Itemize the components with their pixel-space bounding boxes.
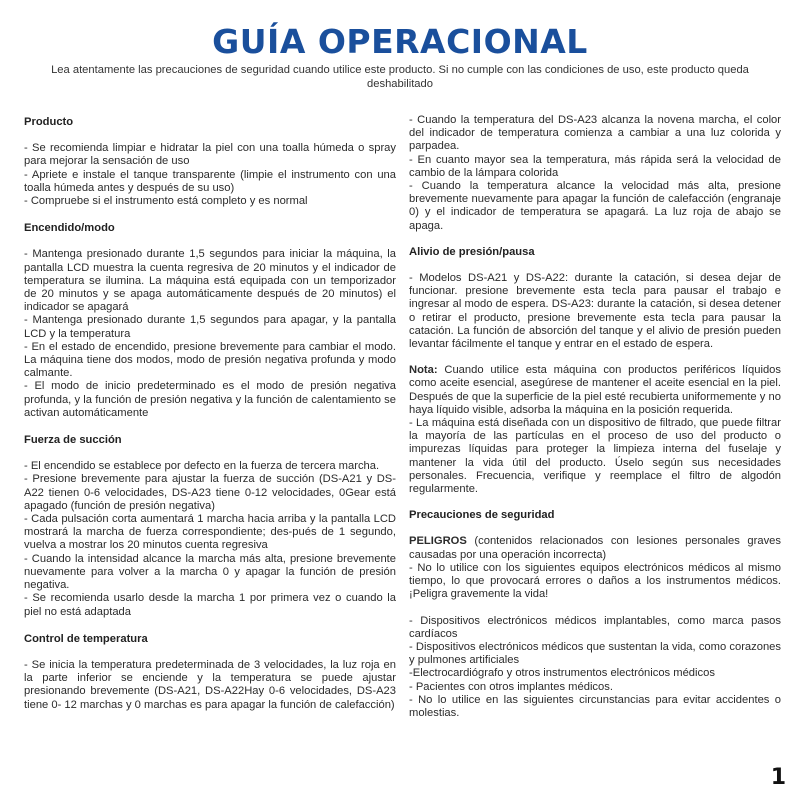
note-text: Cuando utilice esta máquina con productos periféricos líquidos como aceite esencial, asegúrese de mantener el aceite esencial en la piel. Después de que la superficie de la piel esté recubierta uniformemente y no haya líquido visible, adsorba la máquina en la posición requerida. - La máquina está diseñada con un dispositivo de filtrado, que puede filtrar la mayoría de las partículas en el proceso de uso del producto o impurezas líquidas para proteger la limpieza interna del fuselaje y mantener la vida útil del producto. Úselo según sus necesidades personales. Frecuencia, verifique y reemplace el filtro de algodón regularmente. xyxy=(409,364,781,496)
page-title: GUÍA OPERACIONAL xyxy=(212,22,588,61)
section-text-alivio: - Modelos DS-A21 y DS-A22: durante la catación, si desea dejar de funcionar. presione brevemente esta tecla para pausar el trabajo e ingresar al modo de espera. DS-A23: durante la catación, si desea detener o retirar el producto, presione brevemente esta tecla para pausar la catación. La función de absorción del tanque y el alivio de presión pueden levantar fácilmente el tanque y entrar en el estado de espera. xyxy=(409,272,781,351)
note-block xyxy=(409,364,781,496)
page-subtitle: Lea atentamente las precauciones de seguridad cuando utilice este producto. Si no cumple con las condiciones de uso, este producto queda deshabilitado xyxy=(51,64,749,90)
danger-label: PELIGROS xyxy=(409,535,467,548)
section-heading-control: Control de temperatura xyxy=(24,632,148,645)
section-heading-encendido: Encendido/modo xyxy=(24,222,115,235)
left-column xyxy=(24,116,396,726)
section-heading-producto: Producto xyxy=(24,116,74,128)
note-label: Nota: xyxy=(409,364,438,377)
danger-text: (contenidos relacionados con lesiones personales graves causadas por una operación incorrecta) - No lo utilice con los siguientes equipos electrónicos médicos al mismo tiempo, lo que provocará errores o daños a los instrumentos médicos. ¡Peligra gravemente la vida! xyxy=(409,535,781,601)
danger-block xyxy=(409,535,781,601)
section-heading-alivio: Alivio de presión/pausa xyxy=(409,245,535,258)
section-heading-fuerza: Fuerza de succión xyxy=(24,434,122,447)
section-text-encendido: - Mantenga presionado durante 1,5 segundos para iniciar la máquina, la pantalla LCD muestra la cuenta regresiva de 20 minutos y el indicador de temperatura se ilumina. La máquina está equipada con un temporizador de 20 minutos y se apaga automáticamente después de 20 minutos) el indicador se apagará - Mantenga presionado durante 1,5 segundos para apagar, y la pantalla LCD y la temperatura - En el estado de encendido, presione brevemente para cambiar el modo. La máquina tiene dos modos, modo de presión negativa profunda y modo calmante. - El modo de inicio predeterminado es el modo de presión negativa profunda, y la función de presión negativa y la función de calentamiento se activan automáticamente xyxy=(24,248,396,419)
section-text-control-continued: - Cuando la temperatura del DS-A23 alcanza la novena marcha, el color del indicador de temperatura comienza a cambiar a una luz colorida y parpadea. - En cuanto mayor sea la temperatura, más rápida será la velocidad de cambio de la lámpara colorida - Cuando la temperatura alcance la velocidad más alta, presione brevemente nuevamente para apagar la función de calefacción (engranaje 0) y el indicador de temperatura se apagará. La luz roja de abajo se apaga. xyxy=(409,114,781,232)
page-number: 1 xyxy=(770,765,786,790)
right-column xyxy=(409,114,781,733)
danger-list: - Dispositivos electrónicos médicos implantables, como marca pasos cardíacos - Dispositivos electrónicos médicos que sustentan la vida, como corazones y pulmones artificiales -Electrocardiógrafo y otros instrumentos electrónicos médicos - Pacientes con otros implantes médicos. - No lo utilice en las siguientes circunstancias para evitar accidentes o molestias. xyxy=(409,614,781,719)
section-text-producto: - Se recomienda limpiar e hidratar la piel con una toalla húmeda o spray para mejorar la sensación de uso - Apriete e instale el tanque transparente (limpie el instrumento con una toalla húmeda antes y después de su uso) - Compruebe si el instrumento está completo y es normal xyxy=(24,142,396,208)
section-text-fuerza: - El encendido se establece por defecto en la fuerza de tercera marcha. - Presione brevemente para ajustar la fuerza de succión (DS-A21 y DS-A22 tienen 0-6 velocidades, DS-A23 tiene 0-12 velocidades, 0Gear está apagado (función de presión negativa) - Cada pulsación corta aumentará 1 marcha hacia arriba y la pantalla LCD mostrará la marcha de fuerza correspondiente; des-pués de 1 segundo, vuelva a mostrar los 20 minutos cuenta regresiva - Cuando la intensidad alcance la marcha más alta, presione brevemente nuevamente para volver a la marcha 0 y apagar la función de presión negativa. - Se recomienda usarlo desde la marcha 1 por primera vez o cuando la piel no está adaptada xyxy=(24,460,396,618)
section-heading-precauciones: Precauciones de seguridad xyxy=(409,509,555,522)
section-text-control: - Se inicia la temperatura predeterminada de 3 velocidades, la luz roja en la parte inferior se enciende y la temperatura se puede ajustar presionando brevemente (DS-A21, DS-A22Hay 0-6 velocidades, DS-A23 tiene 0- 12 marchas y 0 marchas es para apagar la función de calefacción) xyxy=(24,658,396,711)
